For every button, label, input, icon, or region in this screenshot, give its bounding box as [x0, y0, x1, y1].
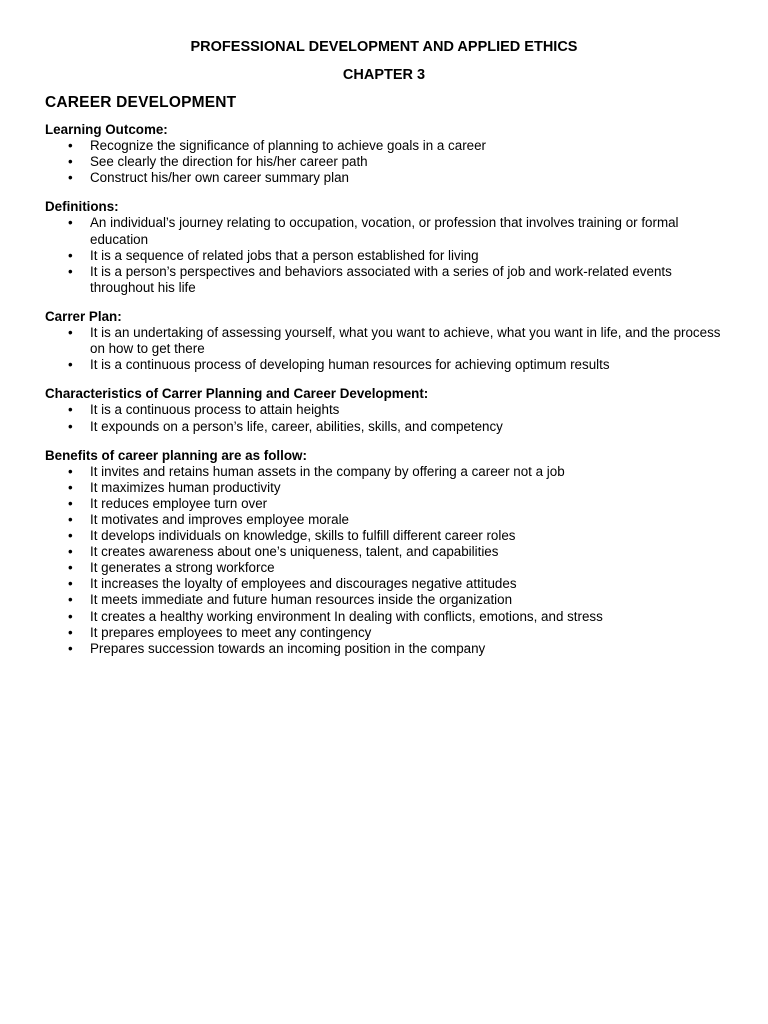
- section-heading: CAREER DEVELOPMENT: [45, 94, 237, 111]
- list-item-text: It expounds on a person’s life, career, abilities, skills, and competency: [90, 418, 503, 434]
- bullet-icon: •: [68, 138, 73, 154]
- list-item: [45, 325, 725, 357]
- list-item: [45, 576, 725, 592]
- list-item: [45, 215, 725, 247]
- list-item-text: It develops individuals on knowledge, skills to fulfill different career roles: [90, 528, 516, 544]
- list-item-text: It generates a strong workforce: [90, 560, 275, 576]
- bullet-icon: •: [68, 495, 73, 511]
- bullet-list: [45, 215, 725, 295]
- list-item: [45, 625, 725, 641]
- bullet-list: [45, 138, 725, 186]
- list-item-text: It is a continuous process to attain heights: [90, 402, 340, 418]
- list-item-text: Construct his/her own career summary plan: [90, 170, 349, 186]
- bullet-list: [45, 402, 725, 434]
- list-item: [45, 544, 725, 560]
- bullet-list: [45, 464, 725, 657]
- list-item: [45, 609, 725, 625]
- bullet-icon: •: [68, 357, 73, 373]
- list-item-text: It is an undertaking of assessing yourself, what you want to achieve, what you want in life, and the process on how to get there: [90, 325, 721, 357]
- list-item-text: It prepares employees to meet any contingency: [90, 624, 372, 640]
- bullet-icon: •: [68, 463, 73, 479]
- list-item-text: It creates a healthy working environment In dealing with conflicts, emotions, and stress: [90, 608, 603, 624]
- list-item: [45, 248, 725, 264]
- section-title: Learning Outcome:: [45, 122, 168, 137]
- document-title: PROFESSIONAL DEVELOPMENT AND APPLIED ETHICS: [190, 39, 578, 55]
- list-item-text: See clearly the direction for his/her career path: [90, 154, 368, 170]
- list-item: [45, 592, 725, 608]
- list-item-text: It is a sequence of related jobs that a person established for living: [90, 247, 479, 263]
- list-item: [45, 170, 725, 186]
- list-item-text: An individual’s journey relating to occupation, vocation, or profession that involves training or formal education: [90, 215, 679, 247]
- bullet-icon: •: [68, 418, 73, 434]
- list-item: [45, 154, 725, 170]
- section-title: Definitions:: [45, 199, 119, 215]
- list-item: [45, 464, 725, 480]
- list-item-text: It meets immediate and future human resources inside the organization: [90, 592, 513, 608]
- list-item-text: It is a continuous process of developing human resources for achieving optimum results: [90, 357, 610, 373]
- list-item-text: It invites and retains human assets in the company by offering a career not a job: [90, 463, 565, 479]
- bullet-icon: •: [68, 154, 73, 170]
- bullet-icon: •: [68, 608, 73, 624]
- bullet-icon: •: [68, 479, 73, 495]
- bullet-icon: •: [68, 544, 73, 560]
- section-title: Characteristics of Carrer Planning and Career Development:: [45, 386, 429, 402]
- document-body: [45, 122, 725, 670]
- list-item: [45, 641, 725, 657]
- list-item: [45, 480, 725, 496]
- bullet-icon: •: [68, 511, 73, 527]
- section-benefits: [45, 448, 725, 657]
- list-item-text: It maximizes human productivity: [90, 479, 281, 495]
- bullet-icon: •: [68, 215, 73, 231]
- list-item-text: Prepares succession towards an incoming position in the company: [90, 640, 486, 656]
- list-item: [45, 264, 725, 296]
- section-title: Benefits of career planning are as follow:: [45, 447, 307, 463]
- list-item: [45, 560, 725, 576]
- list-item-text: It creates awareness about one’s uniqueness, talent, and capabilities: [90, 544, 499, 560]
- list-item-text: It is a person’s perspectives and behaviors associated with a series of job and work-related events throughout his life: [90, 263, 672, 295]
- list-item: [45, 138, 725, 154]
- bullet-icon: •: [68, 263, 73, 279]
- list-item: [45, 512, 725, 528]
- section-title: Carrer Plan:: [45, 308, 122, 324]
- list-item: [45, 402, 725, 418]
- list-item: [45, 419, 725, 435]
- section-characteristics: [45, 386, 725, 434]
- bullet-icon: •: [68, 528, 73, 544]
- list-item-text: It reduces employee turn over: [90, 495, 268, 511]
- list-item: [45, 528, 725, 544]
- list-item-text: Recognize the significance of planning to achieve goals in a career: [90, 138, 487, 154]
- bullet-icon: •: [68, 624, 73, 640]
- bullet-list: [45, 325, 725, 373]
- bullet-icon: •: [68, 325, 73, 341]
- bullet-icon: •: [68, 170, 73, 186]
- bullet-icon: •: [68, 640, 73, 656]
- list-item-text: It motivates and improves employee morale: [90, 511, 349, 527]
- list-item: [45, 496, 725, 512]
- list-item-text: It increases the loyalty of employees and discourages negative attitudes: [90, 576, 517, 592]
- bullet-icon: •: [68, 576, 73, 592]
- bullet-icon: •: [68, 247, 73, 263]
- section-definitions: [45, 199, 725, 296]
- bullet-icon: •: [68, 402, 73, 418]
- chapter-label: CHAPTER 3: [342, 67, 426, 83]
- section-career-plan: [45, 309, 725, 373]
- section-learning-outcome: [45, 122, 725, 186]
- bullet-icon: •: [68, 560, 73, 576]
- bullet-icon: •: [68, 592, 73, 608]
- list-item: [45, 357, 725, 373]
